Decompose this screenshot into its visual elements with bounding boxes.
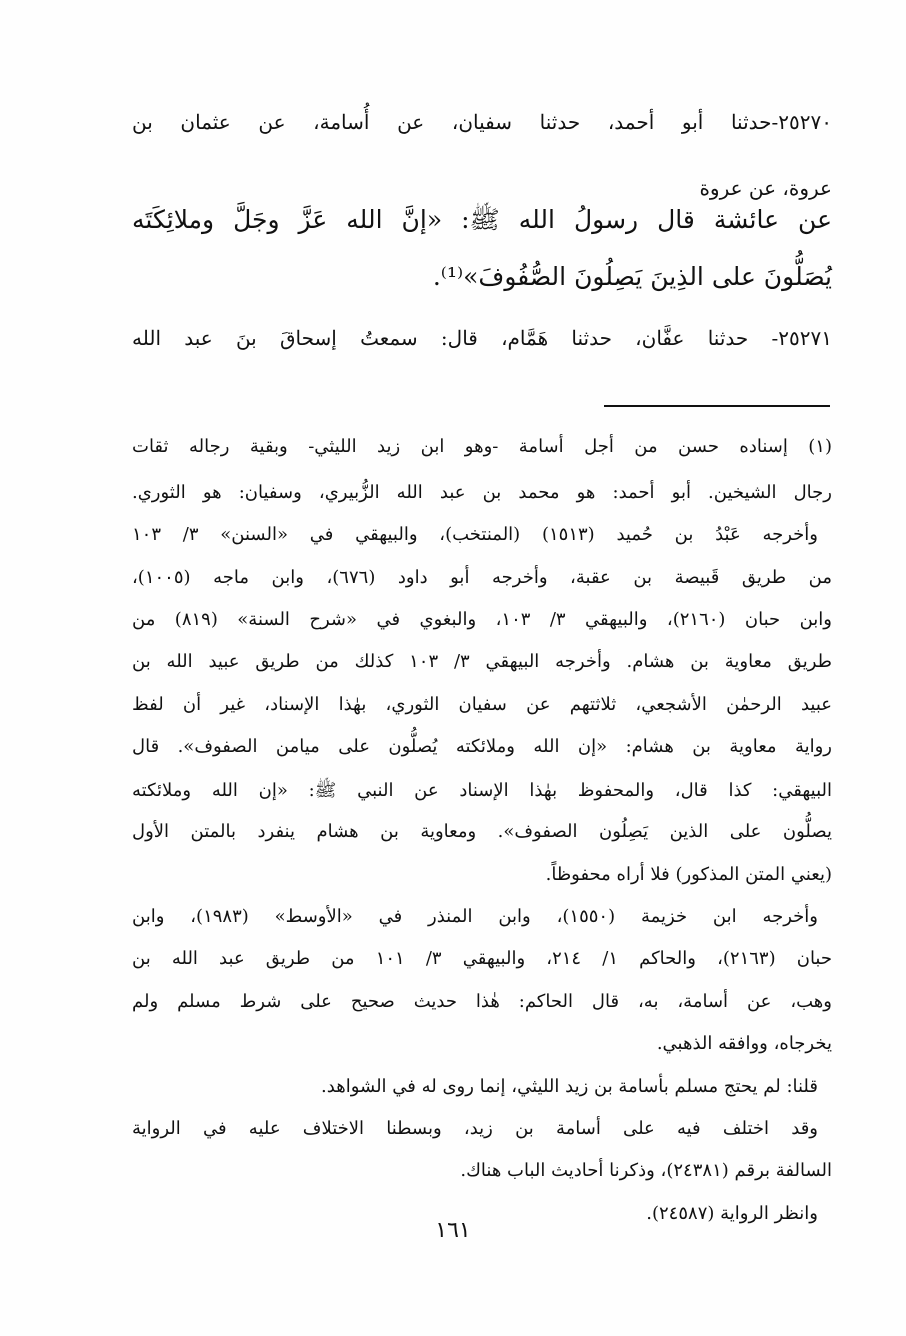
text-line: عن عائشة قال رسولُ الله ﷺ: «إنَّ الله عَزَّ وجَلَّ وملائِكَتَه xyxy=(132,205,832,234)
footnote-line: وهب، عن أسامة، به، قال الحاكم: هٰذا حديث صحيح على شرط مسلم ولم xyxy=(132,991,832,1012)
footnote-line: رجال الشيخين. أبو أحمد: هو محمد بن عبد الله الزُّبيري، وسفيان: هو الثوري. xyxy=(132,482,832,503)
text-line: ٢٥٢٧٠-حدثنا أبو أحمد، حدثنا سفيان، عن أُسامة، عن عثمان بن xyxy=(132,110,832,134)
footnote-line: وأخرجه ابن خزيمة (١٥٥٠)، وابن المنذر في «الأوسط» (١٩٨٣)، وابن xyxy=(132,906,818,927)
footnote-line: يصلُّون على الذين يَصِلُون الصفوف». ومعاوية بن هشام ينفرد بالمتن الأول xyxy=(132,821,832,842)
footnote-line: (١) إسناده حسن من أجل أسامة -وهو ابن زيد الليثي- وبقية رجاله ثقات xyxy=(132,436,832,457)
footnote-line: عبيد الرحمٰن الأشجعي، ثلاثتهم عن سفيان الثوري، بهٰذا الإسناد، غير أن لفظ xyxy=(132,694,832,715)
footnote-line: البيهقي: كذا قال، والمحفوظ بهٰذا الإسناد عن النبي ﷺ: «إن الله وملائكته xyxy=(132,780,833,801)
footnote-line: وانظر الرواية (٢٤٥٨٧). xyxy=(646,1203,818,1224)
footnote-line: يخرجاه، ووافقه الذهبي. xyxy=(656,1033,832,1054)
footnote-line: (يعني المتن المذكور) فلا أراه محفوظاً. xyxy=(545,864,832,885)
footnote-separator xyxy=(604,405,830,407)
text-line: يُصَلُّونَ على الذِينَ يَصِلُونَ الصُّفُوفَ»⁽¹⁾. xyxy=(432,262,832,291)
footnote-line: من طريق قَبيصة بن عقبة، وأخرجه أبو داود (٦٧٦)، وابن ماجه (١٠٠٥)، xyxy=(132,567,832,588)
page-number: ١٦١ xyxy=(435,1218,471,1243)
footnote-line: وقد اختلف فيه على أسامة بن زيد، وبسطنا الاختلاف عليه في الرواية xyxy=(132,1118,818,1139)
footnote-line: السالفة برقم (٢٤٣٨١)، وذكرنا أحاديث الباب هناك. xyxy=(460,1160,832,1181)
footnote-line: رواية معاوية بن هشام: «إن الله وملائكته يُصلُّون على ميامن الصفوف». قال xyxy=(132,736,832,757)
footnote-line: حبان (٢١٦٣)، والحاكم ١/ ٢١٤، والبيهقي ٣/ ١٠١ من طريق عبد الله بن xyxy=(132,948,832,969)
text-line: ٢٥٢٧١- حدثنا عفَّان، حدثنا هَمَّام، قال: سمعتُ إسحاقَ بنَ عبد الله xyxy=(132,326,832,350)
footnote-line: وابن حبان (٢١٦٠)، والبيهقي ٣/ ١٠٣، والبغوي في «شرح السنة» (٨١٩) من xyxy=(132,609,832,630)
footnote-line: قلنا: لم يحتج مسلم بأسامة بن زيد الليثي، إنما روى له في الشواهد. xyxy=(321,1076,818,1097)
footnote-line: وأخرجه عَبْدُ بن حُميد (١٥١٣) (المنتخب)، والبيهقي في «السنن» ٣/ ١٠٣ xyxy=(132,524,818,545)
footnote-line: طريق معاوية بن هشام. وأخرجه البيهقي ٣/ ١٠٣ كذلك من طريق عبيد الله بن xyxy=(132,651,833,672)
text-line: عروة، عن عروة xyxy=(699,176,832,200)
